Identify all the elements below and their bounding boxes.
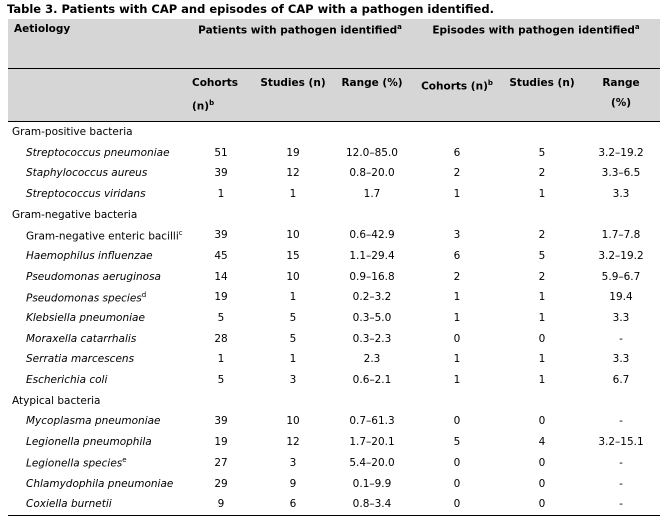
cell-ep-studies: 1 [538, 312, 546, 325]
table-row [8, 163, 660, 184]
cell-ep-cohorts: 0 [412, 494, 502, 515]
cell-studies: 5 [289, 332, 297, 345]
cell-studies: 12 [286, 167, 300, 180]
pathogen-name: Coxiella burnetii [8, 494, 188, 515]
cell-ep-studies: 5 [538, 146, 546, 159]
cell-range: 2.3 [363, 353, 381, 366]
cell-ep-range: 5.9–6.7 [601, 270, 641, 283]
table-row [8, 287, 660, 308]
cell-cohorts: 45 [214, 249, 228, 262]
header-cohorts: Cohorts $(n)^b$ [188, 69, 254, 122]
pathogen-name: Escherichia coli [26, 374, 108, 387]
cell-range: 0.7–61.3 [349, 415, 395, 428]
cell-ep-studies: 1 [538, 374, 546, 387]
cell-studies: 9 [289, 477, 297, 490]
cell-studies: 3 [289, 374, 297, 387]
cell-range: 12.0–85.0 [345, 146, 398, 159]
cell-ep-studies: 1 [538, 291, 546, 304]
table-row [8, 473, 660, 494]
cell-ep-studies: 4 [538, 436, 546, 449]
cell-ep-studies: 0 [502, 494, 582, 515]
header-ep-range: Range (%) [582, 69, 660, 122]
cell-range: 5.4–20.0 [349, 456, 395, 469]
cell-range: 0.9–16.8 [349, 270, 395, 283]
cell-studies: 10 [286, 229, 300, 242]
cell-range: 0.3–2.3 [352, 332, 392, 345]
cell-ep-studies: 2 [538, 270, 546, 283]
cell-ep-cohorts: 0 [453, 332, 461, 345]
cell-ep-cohorts: 6 [453, 249, 461, 262]
cell-ep-cohorts: 0 [453, 477, 461, 490]
cell-range: 0.2–3.2 [352, 291, 392, 304]
cell-cohorts: 39 [214, 229, 228, 242]
group-label: Gram-positive bacteria [12, 125, 133, 138]
table-row [8, 349, 660, 370]
pathogen-name: Serratia marcescens [26, 353, 135, 366]
cell-ep-range: - [619, 415, 623, 428]
cell-range: 0.6–2.1 [352, 374, 392, 387]
pathogen-name: Staphylococcus aureus [26, 167, 148, 180]
cell-range: 1.1–29.4 [349, 249, 395, 262]
cell-ep-range: 3.2–19.2 [598, 146, 644, 159]
cell-studies: 6 [254, 494, 332, 515]
cell-cohorts: 1 [217, 353, 225, 366]
table-row [8, 370, 660, 391]
cell-ep-range: - [619, 456, 623, 469]
cell-range: 0.3–5.0 [352, 312, 392, 325]
cell-ep-range: 6.7 [612, 374, 630, 387]
header-studies: Studies (n) [254, 69, 332, 122]
cell-range: 0.6–42.9 [349, 229, 395, 242]
cell-studies: 1 [289, 187, 297, 200]
cell-cohorts: 5 [217, 374, 225, 387]
cell-ep-range: 3.3–6.5 [601, 167, 641, 180]
header-ep-studies: Studies (n) [502, 69, 582, 122]
cell-studies: 5 [289, 312, 297, 325]
header-aetiology: Aetiology [8, 19, 188, 69]
cell-ep-range: - [619, 477, 623, 490]
cell-cohorts: 9 [188, 494, 254, 515]
pathogen-name: Legionella species$^e$ [26, 456, 127, 470]
cell-ep-studies: 2 [538, 167, 546, 180]
group-row [8, 390, 660, 411]
cell-ep-cohorts: 0 [453, 415, 461, 428]
cell-ep-studies: 5 [538, 249, 546, 262]
cell-studies: 19 [286, 146, 300, 159]
table-row [8, 184, 660, 205]
cell-ep-range: 3.3 [612, 353, 630, 366]
cell-ep-cohorts: 2 [453, 270, 461, 283]
cell-cohorts: 28 [214, 332, 228, 345]
pathogen-name: Pseudomonas species$^d$ [26, 290, 147, 305]
cell-studies: 10 [286, 415, 300, 428]
cell-cohorts: 19 [214, 436, 228, 449]
pathogen-name: Gram-negative enteric bacilli$^c$ [26, 228, 183, 243]
cell-cohorts: 5 [217, 312, 225, 325]
cell-cohorts: 51 [214, 146, 228, 159]
cell-studies: 1 [289, 291, 297, 304]
cell-range: 1.7–20.1 [349, 436, 395, 449]
table-row [8, 225, 660, 246]
header-row-columns [8, 69, 660, 122]
cell-range: 0.8–3.4 [332, 494, 412, 515]
pathogen-name: Streptococcus viridans [26, 187, 146, 200]
cell-cohorts: 27 [214, 456, 228, 469]
group-row [8, 121, 660, 142]
cell-range: 1.7 [363, 187, 381, 200]
cell-studies: 12 [286, 436, 300, 449]
group-row [8, 204, 660, 225]
cell-ep-range: 3.2–19.2 [598, 249, 644, 262]
cap-pathogen-table [8, 19, 660, 516]
cell-ep-range: - [582, 494, 660, 515]
cell-ep-cohorts: 1 [453, 312, 461, 325]
header-row-groups [8, 19, 660, 69]
table-row [8, 246, 660, 267]
cell-ep-cohorts: 1 [453, 353, 461, 366]
cell-ep-studies: 0 [538, 332, 546, 345]
cell-ep-cohorts: 0 [453, 456, 461, 469]
table-caption: Table 3. Patients with CAP and episodes of CAP with a pathogen identified. [7, 2, 494, 16]
pathogen-name: Streptococcus pneumoniae [26, 146, 170, 159]
cell-ep-studies: 0 [538, 456, 546, 469]
header-ep-cohorts: Cohorts $(n)^b$ [412, 69, 502, 122]
header-spacer [8, 69, 188, 122]
table-row [8, 432, 660, 453]
cell-cohorts: 19 [214, 291, 228, 304]
table-row [8, 328, 660, 349]
header-episodes-group: Episodes with pathogen identified$^a$ [412, 19, 660, 69]
cell-ep-cohorts: 1 [453, 374, 461, 387]
cell-ep-studies: 1 [538, 187, 546, 200]
cell-ep-cohorts: 2 [453, 167, 461, 180]
header-patients-group: Patients with pathogen identified$^a$ [188, 19, 412, 69]
header-range: Range (%) [332, 69, 412, 122]
cell-studies: 1 [289, 353, 297, 366]
cell-studies: 15 [286, 249, 300, 262]
pathogen-name: Pseudomonas aeruginosa [26, 270, 161, 283]
cell-ep-studies: 1 [538, 353, 546, 366]
table-row [8, 142, 660, 163]
cell-ep-cohorts: 6 [453, 146, 461, 159]
cell-cohorts: 1 [217, 187, 225, 200]
cell-ep-range: 3.3 [612, 187, 630, 200]
cell-cohorts: 29 [214, 477, 228, 490]
table-row [8, 308, 660, 329]
cell-cohorts: 14 [214, 270, 228, 283]
cell-range: 0.8–20.0 [349, 167, 395, 180]
table-row [8, 266, 660, 287]
pathogen-name: Chlamydophila pneumoniae [26, 477, 174, 490]
table-row [8, 453, 660, 474]
cell-ep-range: 3.2–15.1 [598, 436, 644, 449]
cell-ep-range: 1.7–7.8 [601, 229, 641, 242]
cell-studies: 10 [286, 270, 300, 283]
pathogen-name: Legionella pneumophila [26, 436, 152, 449]
cell-ep-studies: 2 [538, 229, 546, 242]
pathogen-name: Klebsiella pneumoniae [26, 312, 145, 325]
pathogen-name: Haemophilus influenzae [26, 249, 153, 262]
cell-ep-cohorts: 5 [453, 436, 461, 449]
cell-cohorts: 39 [214, 415, 228, 428]
cell-studies: 3 [289, 456, 297, 469]
pathogen-name: Moraxella catarrhalis [26, 332, 137, 345]
cell-ep-range: 19.4 [609, 291, 633, 304]
table-row [8, 411, 660, 432]
cell-ep-studies: 0 [538, 477, 546, 490]
cell-range: 0.1–9.9 [352, 477, 392, 490]
cell-cohorts: 39 [214, 167, 228, 180]
cell-ep-cohorts: 3 [453, 229, 461, 242]
cell-ep-cohorts: 1 [453, 187, 461, 200]
group-label: Atypical bacteria [12, 394, 101, 407]
cell-ep-studies: 0 [538, 415, 546, 428]
pathogen-name: Mycoplasma pneumoniae [26, 415, 161, 428]
cell-ep-cohorts: 1 [453, 291, 461, 304]
table-body [8, 121, 660, 515]
group-label: Gram-negative bacteria [12, 208, 138, 221]
cell-ep-range: - [619, 332, 623, 345]
cell-ep-range: 3.3 [612, 312, 630, 325]
table-row [8, 494, 660, 515]
